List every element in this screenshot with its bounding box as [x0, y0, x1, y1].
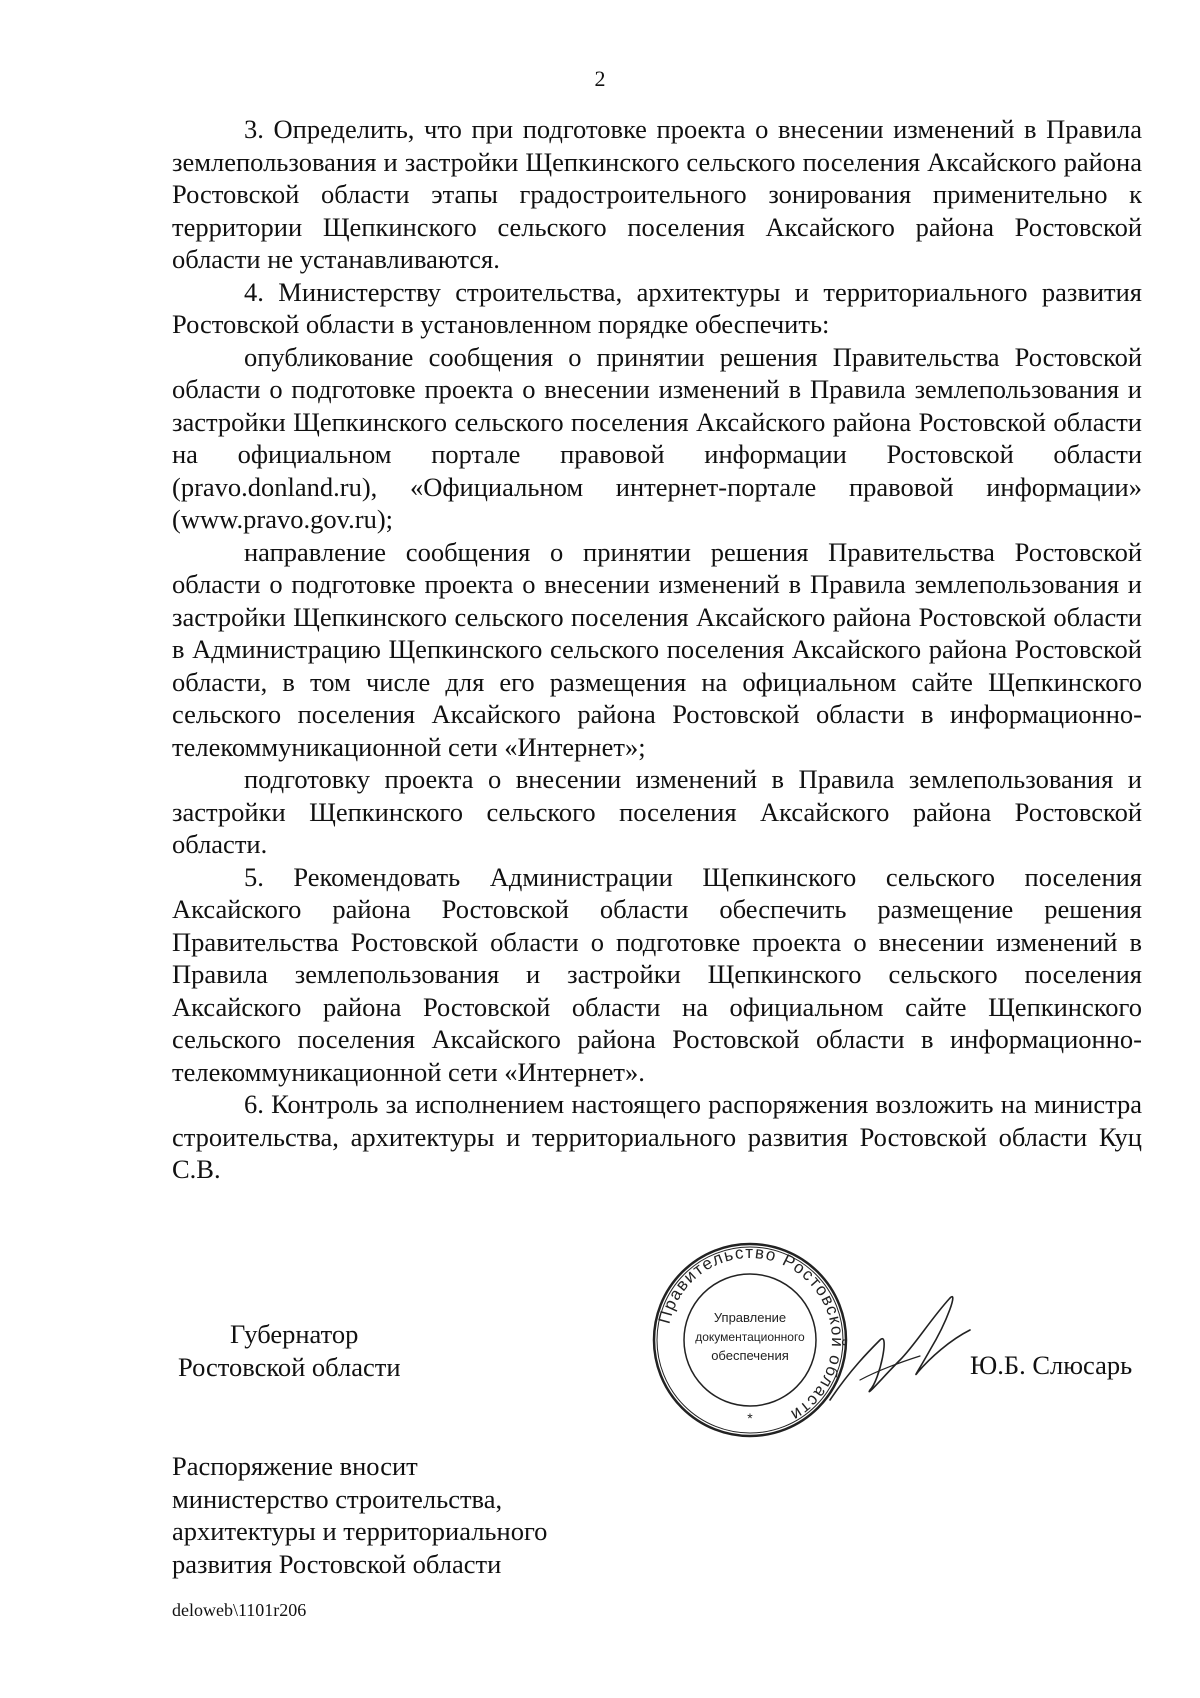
- seal-star: *: [747, 1410, 753, 1426]
- paragraph-3: 3. Определить, что при подготовке проекта о внесении изменений в Правила землепользования и застройки Щепкинского сельского поселения Аксайского района Ростовской области этапы градостроительного зонирования применительно к территории Щепкинского сельского поселения Аксайского района Ростовской области не устанавливаются.: [172, 114, 1142, 274]
- submitted-by-line: Распоряжение вносит: [172, 1451, 418, 1481]
- paragraph-4: 4. Министерству строительства, архитектуры и территориального развития Ростовской области в установленном порядке обеспечить:: [172, 276, 1142, 339]
- paragraph-6: 6. Контроль за исполнением настоящего распоряжения возложить на министра строительства, архитектуры и территориального развития Ростовской области Куц С.В.: [172, 1089, 1142, 1184]
- paragraph-4-notification: направление сообщения о принятии решения Правительства Ростовской области о подготовке проекта о внесении изменений в Правила землепользования и застройки Щепкинского сельского поселения Аксайского района Ростовской области в Администрацию Щепкинского сельского поселения Аксайского района Ростовской области, в том числе для его размещения на официальном сайте Щепкинского сельского поселения Аксайского района Ростовской области в информационно-телекоммуникационной сети «Интернет»;: [172, 536, 1142, 762]
- page-number: 2: [594, 66, 606, 91]
- signatory-title: [172, 1318, 401, 1383]
- signatory-title-line2: Ростовской области: [178, 1351, 401, 1382]
- document-reference: deloweb\1101r206: [172, 1600, 307, 1620]
- signatory-name: Ю.Б. Слюсарь: [970, 1350, 1133, 1380]
- handwritten-signature: [820, 1280, 980, 1420]
- submitted-by-line: министерство строительства,: [172, 1483, 503, 1514]
- seal-inner-line3: обеспечения: [711, 1348, 789, 1363]
- seal-inner-line2: документационного: [695, 1330, 805, 1344]
- signatory-title-line1: Губернатор: [230, 1319, 359, 1349]
- document-body: [172, 113, 1142, 1186]
- submitted-by-block: [172, 1450, 547, 1580]
- submitted-by-line: архитектуры и территориального: [172, 1516, 548, 1546]
- submitted-by-line: развития Ростовской области: [172, 1548, 502, 1579]
- seal-outer-text: Правительство Ростовской области: [654, 1242, 848, 1426]
- seal-inner-line1: Управление: [713, 1310, 787, 1325]
- paragraph-4-preparation: подготовку проекта о внесении изменений в Правила землепользования и застройки Щепкинского сельского поселения Аксайского района Ростовской области.: [172, 764, 1142, 859]
- paragraph-5: 5. Рекомендовать Администрации Щепкинского сельского поселения Аксайского района Ростовской области обеспечить размещение решения Правительства Ростовской области о подготовке проекта о внесении изменений в Правила землепользования и застройки Щепкинского сельского поселения Аксайского района Ростовской области на официальном сайте Щепкинского сельского поселения Аксайского района Ростовской области в информационно-телекоммуникационной сети «Интернет».: [172, 861, 1142, 1087]
- paragraph-4-publication: опубликование сообщения о принятии решения Правительства Ростовской области о подготовке проекта о внесении изменений в Правила землепользования и застройки Щепкинского сельского поселения Аксайского района Ростовской области на официальном портале правовой информации Ростовской области (pravo.donland.ru), «Официальном интернет-портале правовой информации» (www.pravo.gov.ru);: [172, 341, 1142, 534]
